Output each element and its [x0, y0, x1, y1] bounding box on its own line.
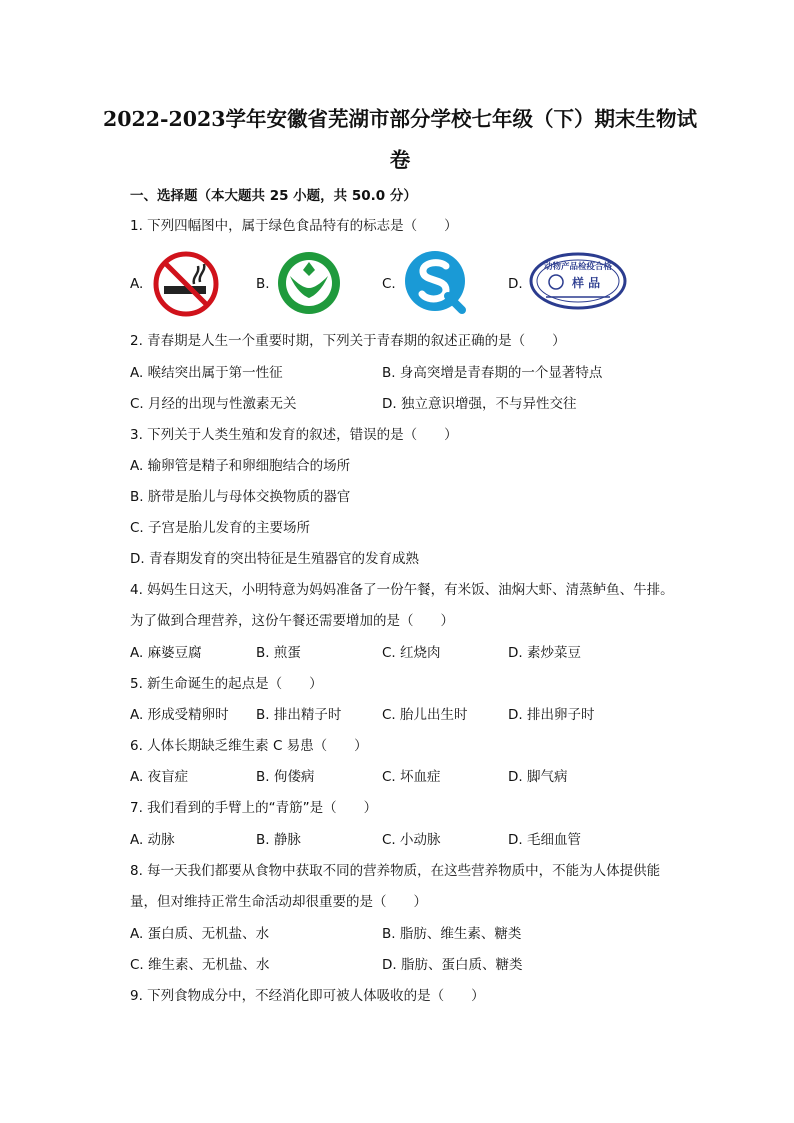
section-heading: 一、选择题（本大题共 25 小题，共 50.0 分）: [130, 188, 417, 204]
q7-option-d: D. 毛细血管: [508, 832, 581, 848]
stamp-middle-text: 样 品: [572, 276, 601, 290]
q2-option-b: B. 身高突增是青春期的一个显著特点: [382, 365, 603, 381]
q3-option-c: C. 子宫是胎儿发育的主要场所: [130, 520, 311, 536]
question-7-stem: 7. 我们看到的手臂上的“青筋”是（ ）: [130, 800, 378, 816]
q8-option-a: A. 蛋白质、无机盐、水: [130, 926, 270, 942]
q4-option-d: D. 素炒菜豆: [508, 645, 581, 661]
inspection-stamp-icon: [528, 251, 628, 315]
q5-option-c: C. 胎儿出生时: [382, 707, 468, 723]
question-1-stem: 1. 下列四幅图中，属于绿色食品特有的标志是（ ）: [130, 218, 458, 234]
q1-option-d-label: D.: [508, 276, 523, 292]
question-6-stem: 6. 人体长期缺乏维生素 C 易患（ ）: [130, 738, 368, 754]
q6-option-c: C. 坏血症: [382, 769, 441, 785]
exam-title-line2: 卷: [389, 148, 411, 172]
q2-option-c: C. 月经的出现与性激素无关: [130, 396, 297, 412]
q3-option-a: A. 输卵管是精子和卵细胞结合的场所: [130, 458, 351, 474]
question-5-stem: 5. 新生命诞生的起点是（ ）: [130, 676, 323, 692]
q7-option-c: C. 小动脉: [382, 832, 441, 848]
question-2-stem: 2. 青春期是人生一个重要时期，下列关于青春期的叙述正确的是（ ）: [130, 333, 566, 349]
q1-option-b-label: B.: [256, 276, 270, 292]
q4-option-b: B. 煎蛋: [256, 645, 301, 661]
q5-option-b: B. 排出精子时: [256, 707, 342, 723]
green-food-logo-icon: [276, 250, 342, 320]
q7-option-b: B. 静脉: [256, 832, 301, 848]
q8-option-b: B. 脂肪、维生素、糖类: [382, 926, 522, 942]
q1-option-a-label: A.: [130, 276, 144, 292]
q6-option-a: A. 夜盲症: [130, 769, 189, 785]
q6-option-d: D. 脚气病: [508, 769, 568, 785]
question-4-stem-line2: 为了做到合理营养，这份午餐还需要增加的是（ ）: [130, 613, 454, 629]
q6-option-b: B. 佝偻病: [256, 769, 315, 785]
q2-option-a: A. 喉结突出属于第一性征: [130, 365, 283, 381]
stamp-top-text: 动物产品检疫合格: [544, 262, 613, 272]
question-8-stem-line1: 8. 每一天我们都要从食物中获取不同的营养物质，在这些营养物质中，不能为人体提供能: [130, 863, 661, 879]
q5-option-d: D. 排出卵子时: [508, 707, 595, 723]
q4-option-c: C. 红烧肉: [382, 645, 441, 661]
question-4-stem-line1: 4. 妈妈生日这天，小明特意为妈妈准备了一份午餐，有米饭、油焖大虾、清蒸鲈鱼、牛排。: [130, 582, 674, 598]
q7-option-a: A. 动脉: [130, 832, 175, 848]
exam-title-line1: 2022-2023学年安徽省芜湖市部分学校七年级（下）期末生物试: [102, 107, 698, 131]
q5-option-a: A. 形成受精卵时: [130, 707, 229, 723]
q2-option-d: D. 独立意识增强，不与异性交往: [382, 396, 577, 412]
q8-option-d: D. 脂肪、蛋白质、糖类: [382, 957, 523, 973]
q1-option-c-label: C.: [382, 276, 396, 292]
q3-option-d: D. 青春期发育的突出特征是生殖器官的发育成熟: [130, 551, 419, 567]
q4-option-a: A. 麻婆豆腐: [130, 645, 202, 661]
q8-option-c: C. 维生素、无机盐、水: [130, 957, 270, 973]
question-9-stem: 9. 下列食物成分中，不经消化即可被人体吸收的是（ ）: [130, 988, 485, 1004]
no-smoking-sign-icon: [150, 250, 222, 322]
question-3-stem: 3. 下列关于人类生殖和发育的叙述，错误的是（ ）: [130, 427, 458, 443]
quality-safety-logo-icon: [402, 248, 468, 318]
question-8-stem-line2: 量，但对维持正常生命活动却很重要的是（ ）: [130, 894, 427, 910]
q3-option-b: B. 脐带是胎儿与母体交换物质的器官: [130, 489, 351, 505]
